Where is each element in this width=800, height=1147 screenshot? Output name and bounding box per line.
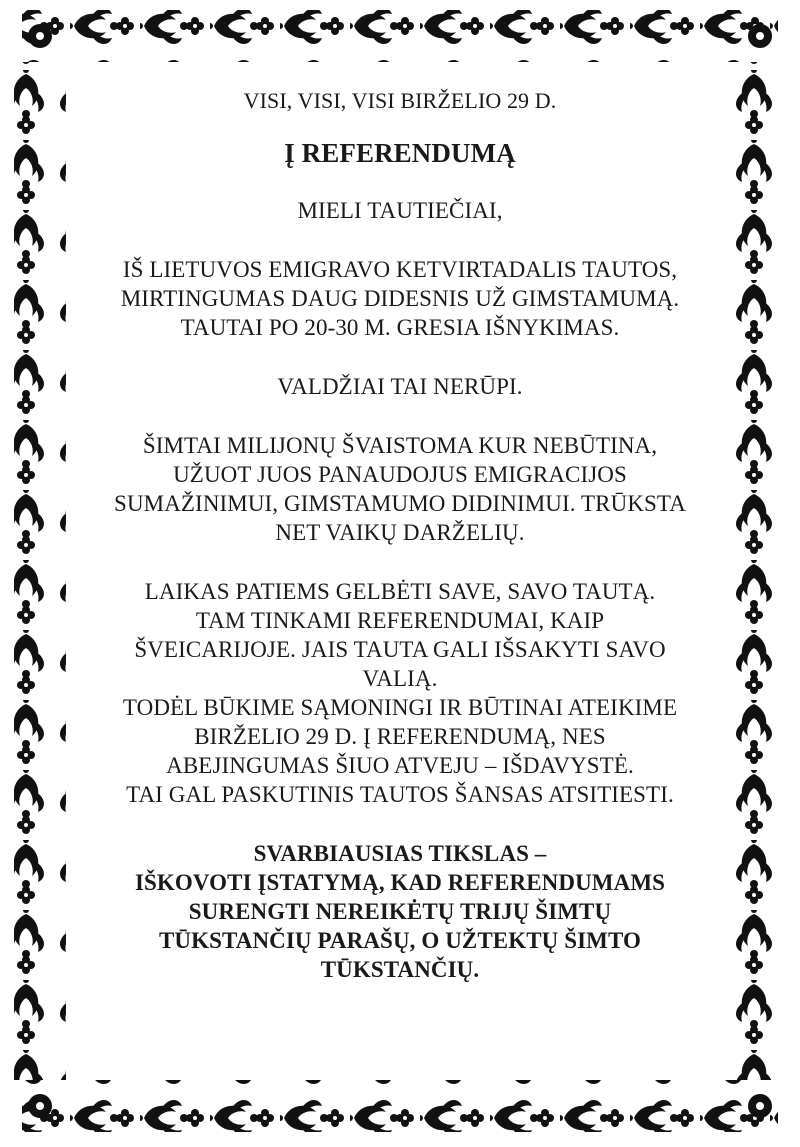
paragraph-government: VALDŽIAI TAI NERŪPI. <box>277 374 523 399</box>
text-line: ŠVEICARIJOJE. JAIS TAUTA GALI IŠSAKYTI SAVO <box>134 637 666 662</box>
text-line: TŪKSTANČIŲ PARAŠŲ, O UŽTEKTŲ ŠIMTO <box>158 928 641 953</box>
text-line: IŠKOVOTI ĮSTATYMĄ, KAD REFERENDUMAMS <box>134 870 666 895</box>
text-line: TŪKSTANČIŲ. <box>320 957 480 982</box>
text-line: SVARBIAUSIAS TIKSLAS – <box>253 841 547 866</box>
paragraph-call-to-action <box>70 577 730 809</box>
text-line: ŠIMTAI MILIJONŲ ŠVAISTOMA KUR NEBŪTINA, <box>142 433 658 458</box>
heading-date: VISI, VISI, VISI BIRŽELIO 29 D. <box>243 88 557 113</box>
text-line: TAI GAL PASKUTINIS TAUTOS ŠANSAS ATSITIESTI. <box>126 782 674 807</box>
text-line: SURENGTI NEREIKĖTŲ TRIJŲ ŠIMTŲ <box>188 899 612 924</box>
text-line: LAIKAS PATIEMS GELBĖTI SAVE, SAVO TAUTĄ. <box>144 579 656 604</box>
paragraph-spending <box>70 431 730 547</box>
text-line: NET VAIKŲ DARŽELIŲ. <box>275 520 525 545</box>
conclusion-goal <box>70 839 730 984</box>
text-line: ABEJINGUMAS ŠIUO ATVEJU – IŠDAVYSTĖ. <box>166 753 634 778</box>
text-line: BIRŽELIO 29 D. Į REFERENDUMĄ, NES <box>194 724 606 749</box>
greeting: MIELI TAUTIEČIAI, <box>297 198 503 223</box>
text-line: TAUTAI PO 20-30 M. GRESIA IŠNYKIMAS. <box>180 315 620 340</box>
text-line: UŽUOT JUOS PANAUDOJUS EMIGRACIJOS <box>173 462 627 487</box>
paragraph-emigration <box>70 255 730 342</box>
text-line: VALIĄ. <box>362 666 438 691</box>
leaflet-text <box>70 86 730 984</box>
text-line: SUMAŽINIMUI, GIMSTAMUMO DIDINIMUI. TRŪKSTA <box>114 491 686 516</box>
text-line: TAM TINKAMI REFERENDUMAI, KAIP <box>195 608 605 633</box>
text-line: IŠ LIETUVOS EMIGRAVO KETVIRTADALIS TAUTOS, <box>122 257 678 282</box>
text-line: MIRTINGUMAS DAUG DIDESNIS UŽ GIMSTAMUMĄ. <box>120 286 680 311</box>
text-line: TODĖL BŪKIME SĄMONINGI IR BŪTINAI ATEIKIME <box>122 695 678 720</box>
page-title: Į REFERENDUMĄ <box>284 138 516 168</box>
